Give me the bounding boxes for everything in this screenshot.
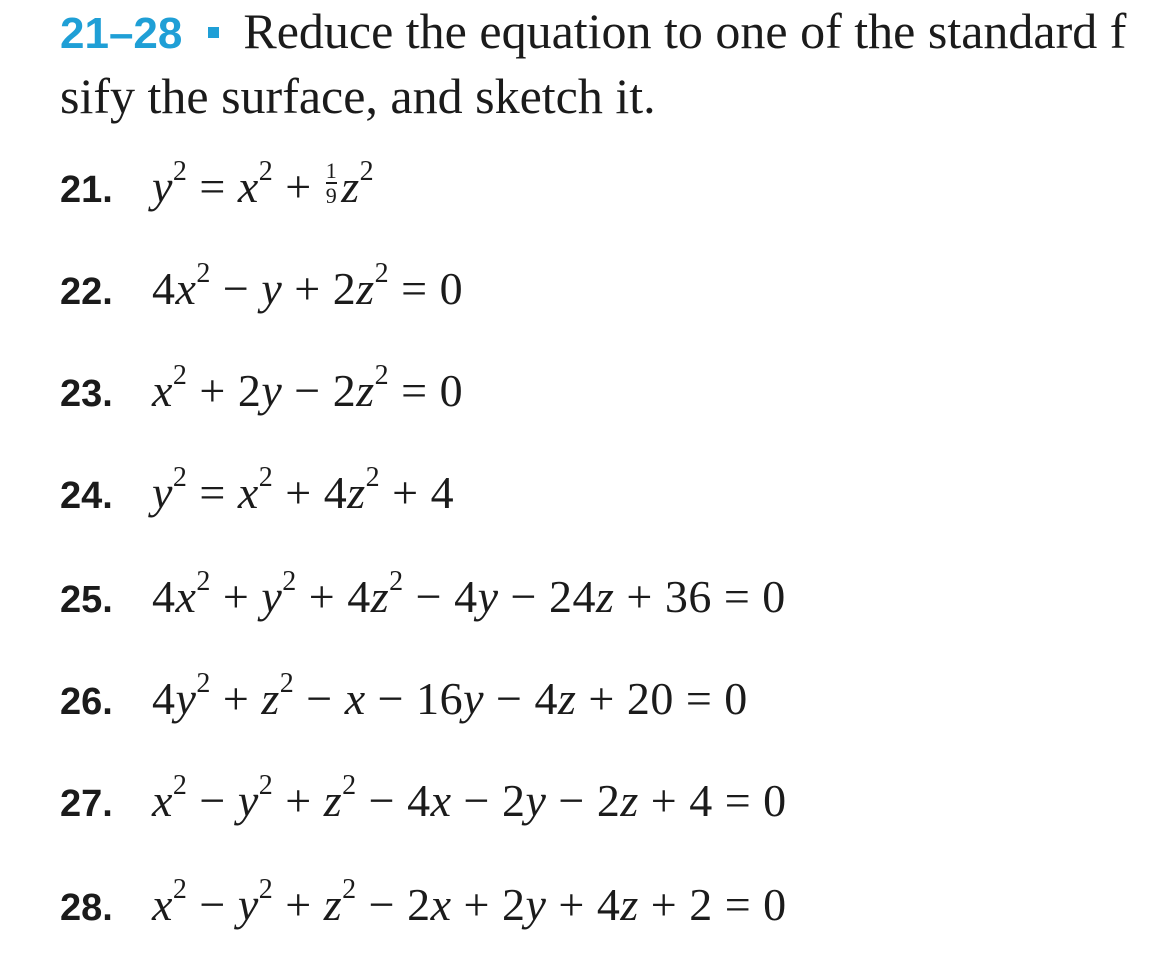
eq-part: 4y xyxy=(152,673,197,724)
eq-part: = x xyxy=(187,467,259,518)
eq-exponent: 2 xyxy=(374,360,390,391)
eq-part: − 4x − 2y − 2z + 4 = 0 xyxy=(356,775,787,826)
eq-part: x xyxy=(152,365,173,416)
eq-part: 4x xyxy=(152,263,197,314)
problem-27 xyxy=(60,770,787,834)
eq-exponent: 2 xyxy=(365,462,381,493)
eq-exponent: 2 xyxy=(389,566,404,597)
eq-exponent: 2 xyxy=(196,668,211,699)
eq-var: y xyxy=(152,161,173,212)
eq-part: + 4z xyxy=(273,467,366,518)
problem-number: 22. xyxy=(60,271,113,313)
eq-part: = 0 xyxy=(389,365,464,416)
eq-exponent: 2 xyxy=(172,360,188,391)
eq-part: x xyxy=(152,879,173,930)
eq-part: + z xyxy=(273,879,343,930)
fraction-denominator: 9 xyxy=(325,182,338,208)
eq-exponent: 2 xyxy=(342,874,357,905)
eq-exponent: 2 xyxy=(172,770,188,801)
square-bullet-icon xyxy=(208,27,219,38)
eq-part: + z xyxy=(273,775,343,826)
problem-number: 25. xyxy=(60,579,113,621)
instructions-text-1: Reduce the equation to one of the standard f xyxy=(243,3,1127,59)
eq-part: + y xyxy=(210,571,283,622)
eq-part: x xyxy=(152,775,173,826)
eq-part: + 4z xyxy=(296,571,390,622)
eq-exponent: 2 xyxy=(196,258,211,289)
problem-28 xyxy=(60,874,787,938)
eq-exponent: 2 xyxy=(258,462,274,493)
problem-21 xyxy=(60,156,375,220)
eq-part: = x xyxy=(187,161,259,212)
fraction xyxy=(325,157,338,208)
problem-24 xyxy=(60,462,455,526)
problem-equation xyxy=(152,874,787,930)
exercise-instructions xyxy=(60,0,1170,127)
eq-exponent: 2 xyxy=(374,258,390,289)
eq-exponent: 2 xyxy=(282,566,297,597)
problem-equation xyxy=(152,156,375,212)
problem-number: 27. xyxy=(60,783,113,825)
eq-exponent: 2 xyxy=(258,874,274,905)
eq-part: 4x xyxy=(152,571,197,622)
problem-number: 28. xyxy=(60,887,113,929)
eq-part: − x − 16y − 4z + 20 = 0 xyxy=(294,673,748,724)
problem-equation xyxy=(152,566,786,622)
problem-equation xyxy=(152,668,748,724)
problem-equation xyxy=(152,258,464,314)
eq-exponent: 2 xyxy=(342,770,357,801)
eq-part: y xyxy=(152,467,173,518)
problem-equation xyxy=(152,770,787,826)
eq-part: − 2x + 2y + 4z + 2 = 0 xyxy=(356,879,787,930)
eq-part: − y + 2z xyxy=(210,263,375,314)
eq-exponent: 2 xyxy=(279,668,295,699)
instructions-line-1 xyxy=(60,0,1170,65)
eq-part: + z xyxy=(210,673,280,724)
eq-part: = 0 xyxy=(389,263,464,314)
instructions-line-2: sify the surface, and sketch it. xyxy=(60,68,656,124)
problem-number: 24. xyxy=(60,475,113,517)
eq-part: − y xyxy=(187,775,259,826)
eq-exponent: 2 xyxy=(196,566,211,597)
eq-exponent: 2 xyxy=(258,156,274,187)
eq-part: + 4 xyxy=(380,467,455,518)
eq-part: − y xyxy=(187,879,259,930)
exercise-range: 21–28 xyxy=(60,9,183,58)
eq-exponent: 2 xyxy=(359,156,375,187)
eq-part: + 2y − 2z xyxy=(187,365,375,416)
problem-number: 23. xyxy=(60,373,113,415)
eq-var: z xyxy=(341,161,360,212)
problem-equation xyxy=(152,462,455,518)
problem-number: 26. xyxy=(60,681,113,723)
fraction-numerator: 1 xyxy=(325,157,338,183)
eq-exponent: 2 xyxy=(172,874,188,905)
eq-part: − 4y − 24z + 36 = 0 xyxy=(403,571,786,622)
problem-23 xyxy=(60,360,464,424)
problem-22 xyxy=(60,258,464,322)
problem-25 xyxy=(60,566,786,630)
eq-exponent: 2 xyxy=(258,770,274,801)
problem-equation xyxy=(152,360,464,416)
problem-number: 21. xyxy=(60,169,113,211)
problem-26 xyxy=(60,668,748,732)
eq-exponent: 2 xyxy=(172,462,188,493)
eq-part: + xyxy=(273,161,324,212)
eq-exponent: 2 xyxy=(172,156,188,187)
